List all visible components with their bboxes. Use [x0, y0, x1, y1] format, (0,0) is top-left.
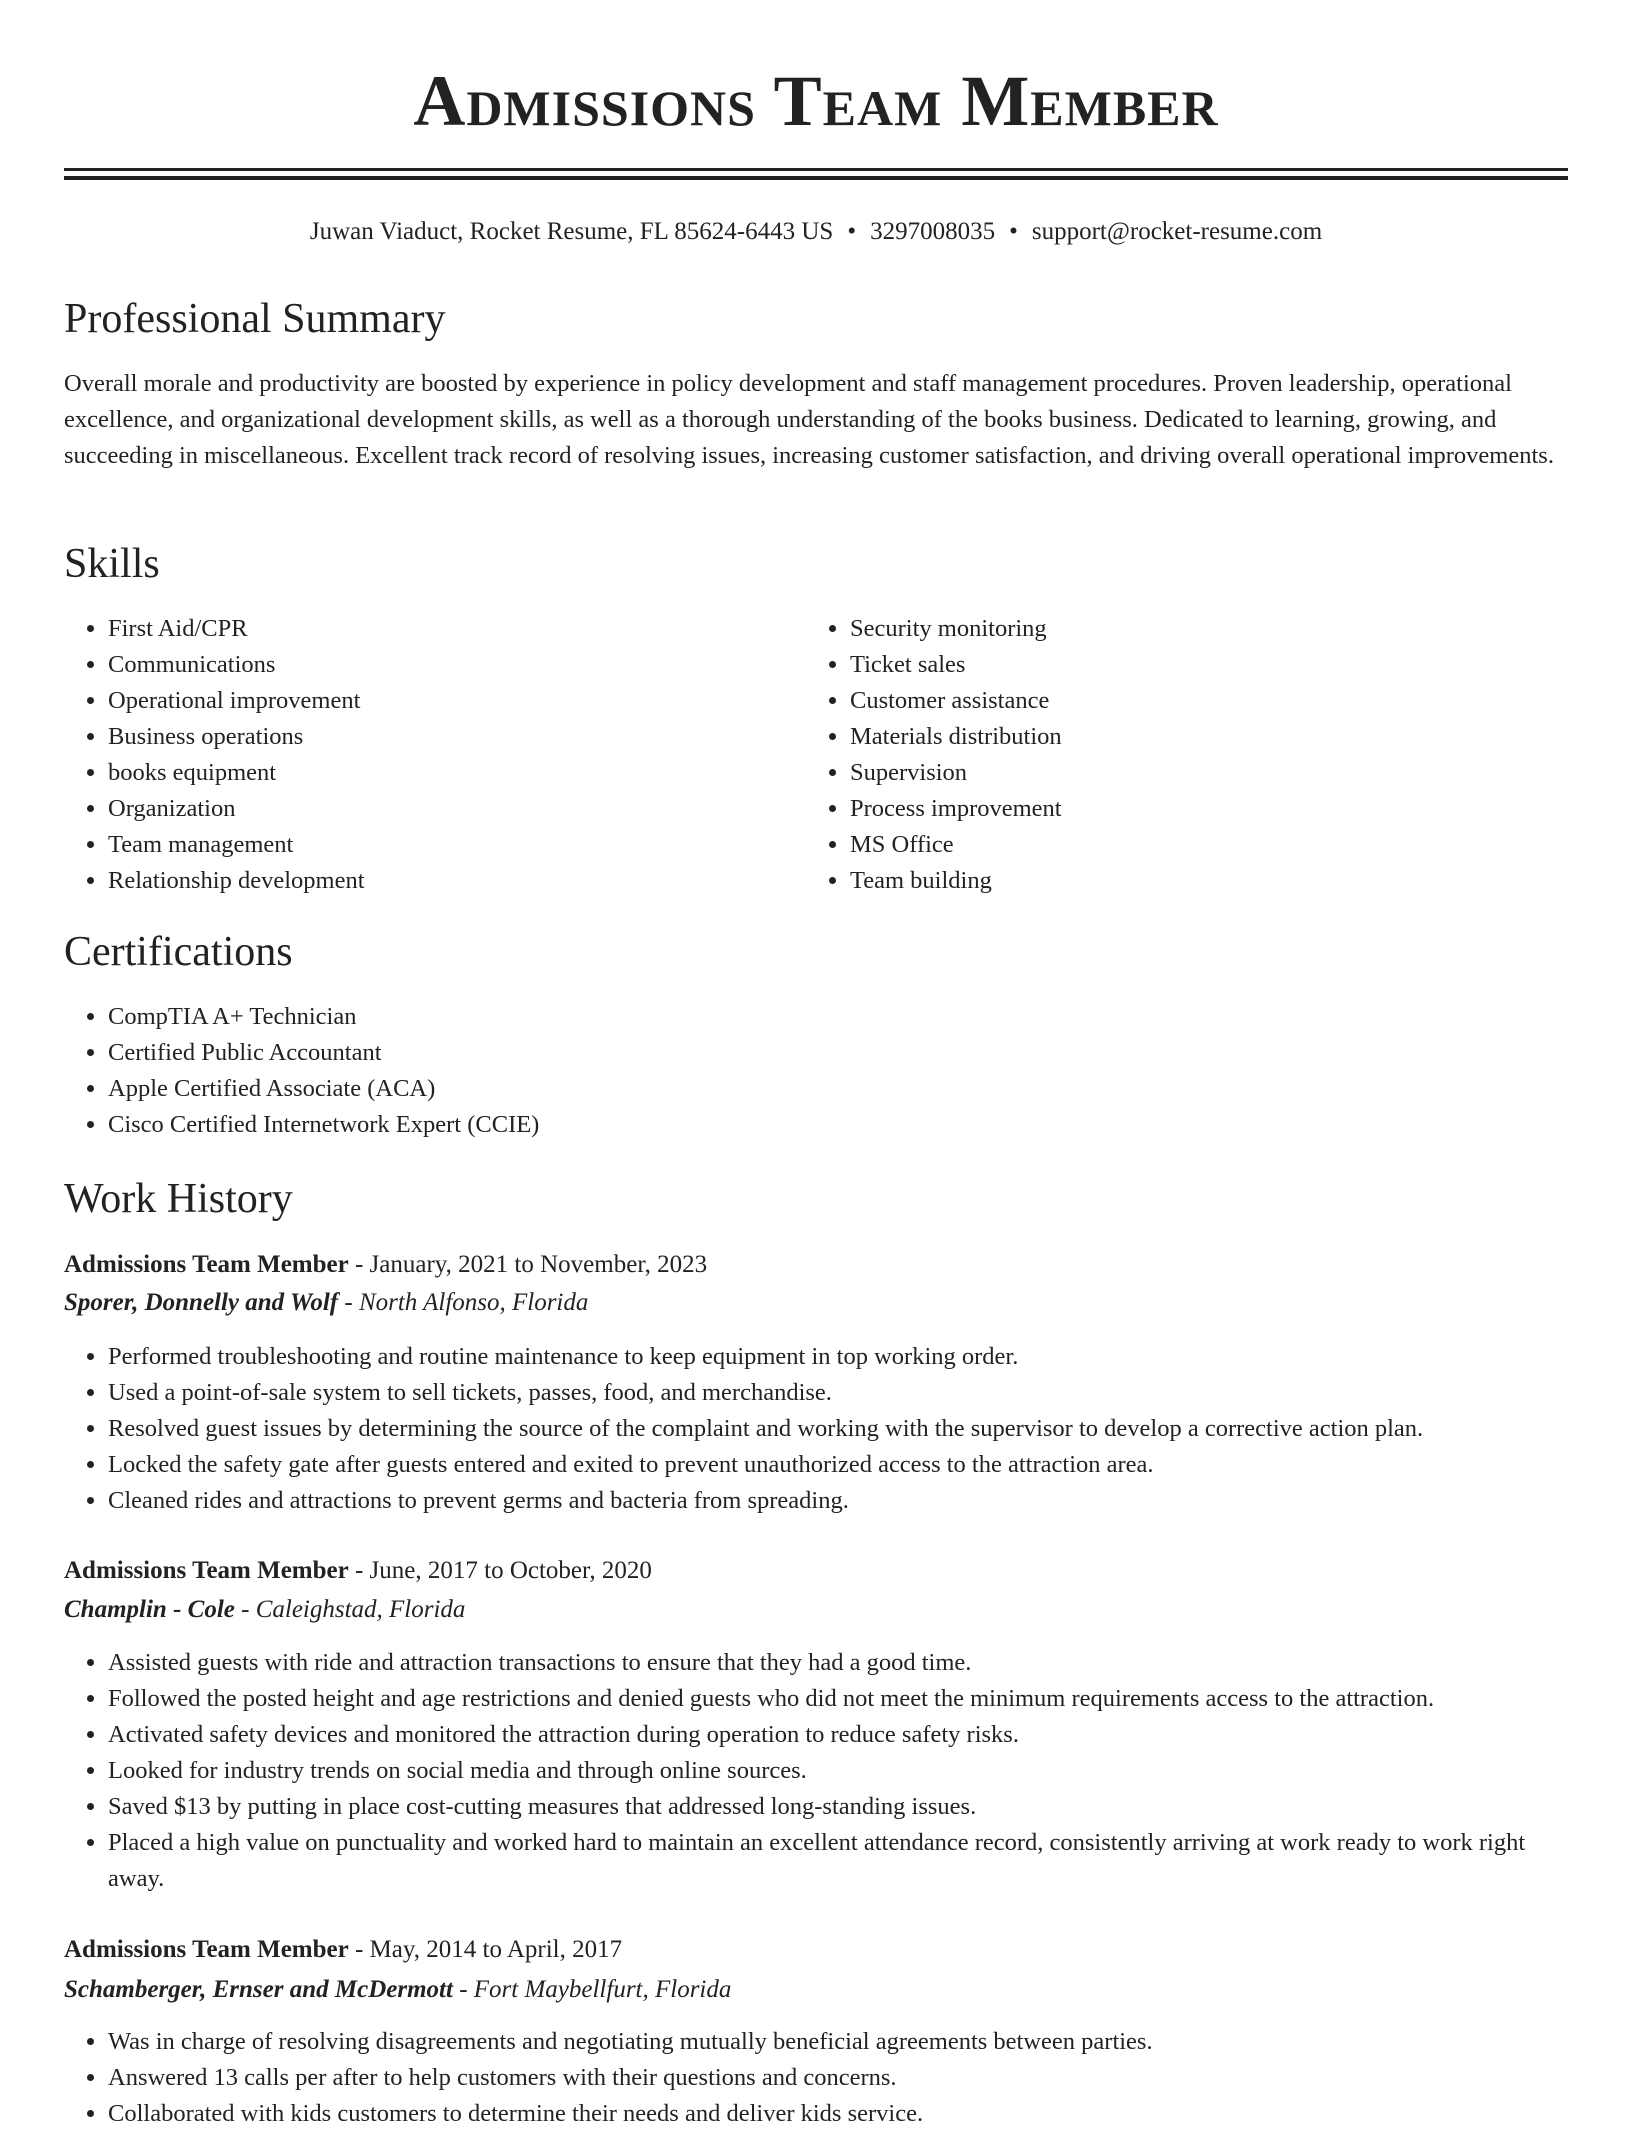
contact-phone: 3297008035 — [870, 218, 996, 245]
job-duty: • Looked for industry trends on social media and through online sources. — [108, 1753, 1568, 1789]
job-company: Sporer, Donnelly and Wolf — [64, 1289, 339, 1316]
job-duty: • Performed troubleshooting and routine maintenance to keep equipment in top working order. — [108, 1339, 1568, 1375]
skill-item: • Relationship development — [108, 863, 808, 899]
job-header — [64, 1246, 1568, 1284]
job-duty: • Was in charge of resolving disagreements and negotiating mutually beneficial agreements between parties. — [108, 2024, 1568, 2060]
job-duty: • Assisted guests with ride and attraction transactions to ensure that they had a good time. — [108, 1645, 1568, 1681]
header-divider-bottom — [64, 176, 1568, 180]
skill-item: • Supervision — [850, 755, 1550, 791]
job-duties-list — [64, 1645, 1568, 1897]
job-company: Champlin - Cole — [64, 1596, 235, 1623]
job-location: - Caleighstad, Florida — [234, 1596, 466, 1623]
job-header — [64, 1552, 1568, 1590]
job-employer — [64, 1591, 1568, 1629]
certifications-heading: Certifications — [64, 929, 293, 975]
job-duties-list — [64, 1339, 1568, 1519]
job-duty: • Resolved guest issues by determining the source of the complaint and working with the supervisor to develop a corrective action plan. — [108, 1411, 1568, 1447]
skill-item: • Ticket sales — [850, 647, 1550, 683]
skill-item: • Team building — [850, 863, 1550, 899]
job-duty: • Answered 13 calls per after to help customers with their questions and concerns. — [108, 2060, 1568, 2096]
certification-item: • Cisco Certified Internetwork Expert (CCIE) — [108, 1107, 1568, 1143]
contact-address: Juwan Viaduct, Rocket Resume, FL 85624-6443 US — [309, 218, 834, 245]
skill-item: • MS Office — [850, 827, 1550, 863]
job-duty: • Locked the safety gate after guests entered and exited to prevent unauthorized access to the attraction area. — [108, 1447, 1568, 1483]
contact-email: support@rocket-resume.com — [1031, 218, 1323, 245]
job-duty: • Placed a high value on punctuality and worked hard to maintain an excellent attendance record, consistently arriving at work ready to work right away. — [108, 1825, 1568, 1897]
contact-line — [64, 214, 1568, 250]
skill-item: • Business operations — [108, 719, 808, 755]
job-title: Admissions Team Member — [64, 1936, 349, 1963]
certification-item: • CompTIA A+ Technician — [108, 999, 1568, 1035]
job-title: Admissions Team Member — [64, 1251, 349, 1278]
job-dates: - June, 2017 to October, 2020 — [348, 1557, 652, 1584]
skill-item: • First Aid/CPR — [108, 611, 808, 647]
job-employer — [64, 1284, 1568, 1322]
job-duty: • Saved $13 by putting in place cost-cutting measures that addressed long-standing issues. — [108, 1789, 1568, 1825]
summary-text: Overall morale and productivity are boosted by experience in policy development and staff management procedures. Proven leadership, operational excellence, and organizational development skills, as well as a thorough understanding of the books business. Dedicated to learning, growing, and succeeding in miscellaneous. Excellent track record of resolving issues, increasing customer satisfaction, and driving overall operational improvements. — [64, 370, 1554, 469]
skill-item: • Security monitoring — [850, 611, 1550, 647]
job-dates: - January, 2021 to November, 2023 — [348, 1251, 708, 1278]
skills-heading: Skills — [64, 541, 160, 587]
job-location: - Fort Maybellfurt, Florida — [452, 1976, 732, 2003]
skill-item: • Communications — [108, 647, 808, 683]
job-employer — [64, 1971, 1568, 2009]
job-duties-list — [64, 2024, 1568, 2132]
certification-item: • Apple Certified Associate (ACA) — [108, 1071, 1568, 1107]
skills-list-right — [806, 611, 1550, 899]
skill-item: • Team management — [108, 827, 808, 863]
certifications-list — [64, 999, 1568, 1143]
skill-item: • Organization — [108, 791, 808, 827]
skill-item: • Process improvement — [850, 791, 1550, 827]
skill-item: • Operational improvement — [108, 683, 808, 719]
job-duty: • Cleaned rides and attractions to prevent germs and bacteria from spreading. — [108, 1483, 1568, 1519]
work-history-heading: Work History — [64, 1176, 293, 1222]
job-duty: • Followed the posted height and age restrictions and denied guests who did not meet the minimum requirements access to the attraction. — [108, 1681, 1568, 1717]
skill-item: • Materials distribution — [850, 719, 1550, 755]
job-location: - North Alfonso, Florida — [338, 1289, 589, 1316]
skill-item: • Customer assistance — [850, 683, 1550, 719]
job-header — [64, 1931, 1568, 1969]
header-divider-top — [64, 168, 1568, 171]
contact-separator: • — [847, 218, 857, 245]
job-duty: • Activated safety devices and monitored the attraction during operation to reduce safety risks. — [108, 1717, 1568, 1753]
job-title: Admissions Team Member — [64, 1557, 349, 1584]
certification-item: • Certified Public Accountant — [108, 1035, 1568, 1071]
skills-list-left — [64, 611, 808, 899]
job-dates: - May, 2014 to April, 2017 — [348, 1936, 623, 1963]
contact-separator: • — [1009, 218, 1018, 245]
skill-item: • books equipment — [108, 755, 808, 791]
job-company: Schamberger, Ernser and McDermott — [64, 1976, 453, 2003]
job-duty: • Used a point-of-sale system to sell tickets, passes, food, and merchandise. — [108, 1375, 1568, 1411]
resume-name: Admissions Team Member — [413, 61, 1219, 141]
summary-heading: Professional Summary — [64, 296, 446, 342]
job-duty: • Collaborated with kids customers to determine their needs and deliver kids service. — [108, 2096, 1568, 2132]
